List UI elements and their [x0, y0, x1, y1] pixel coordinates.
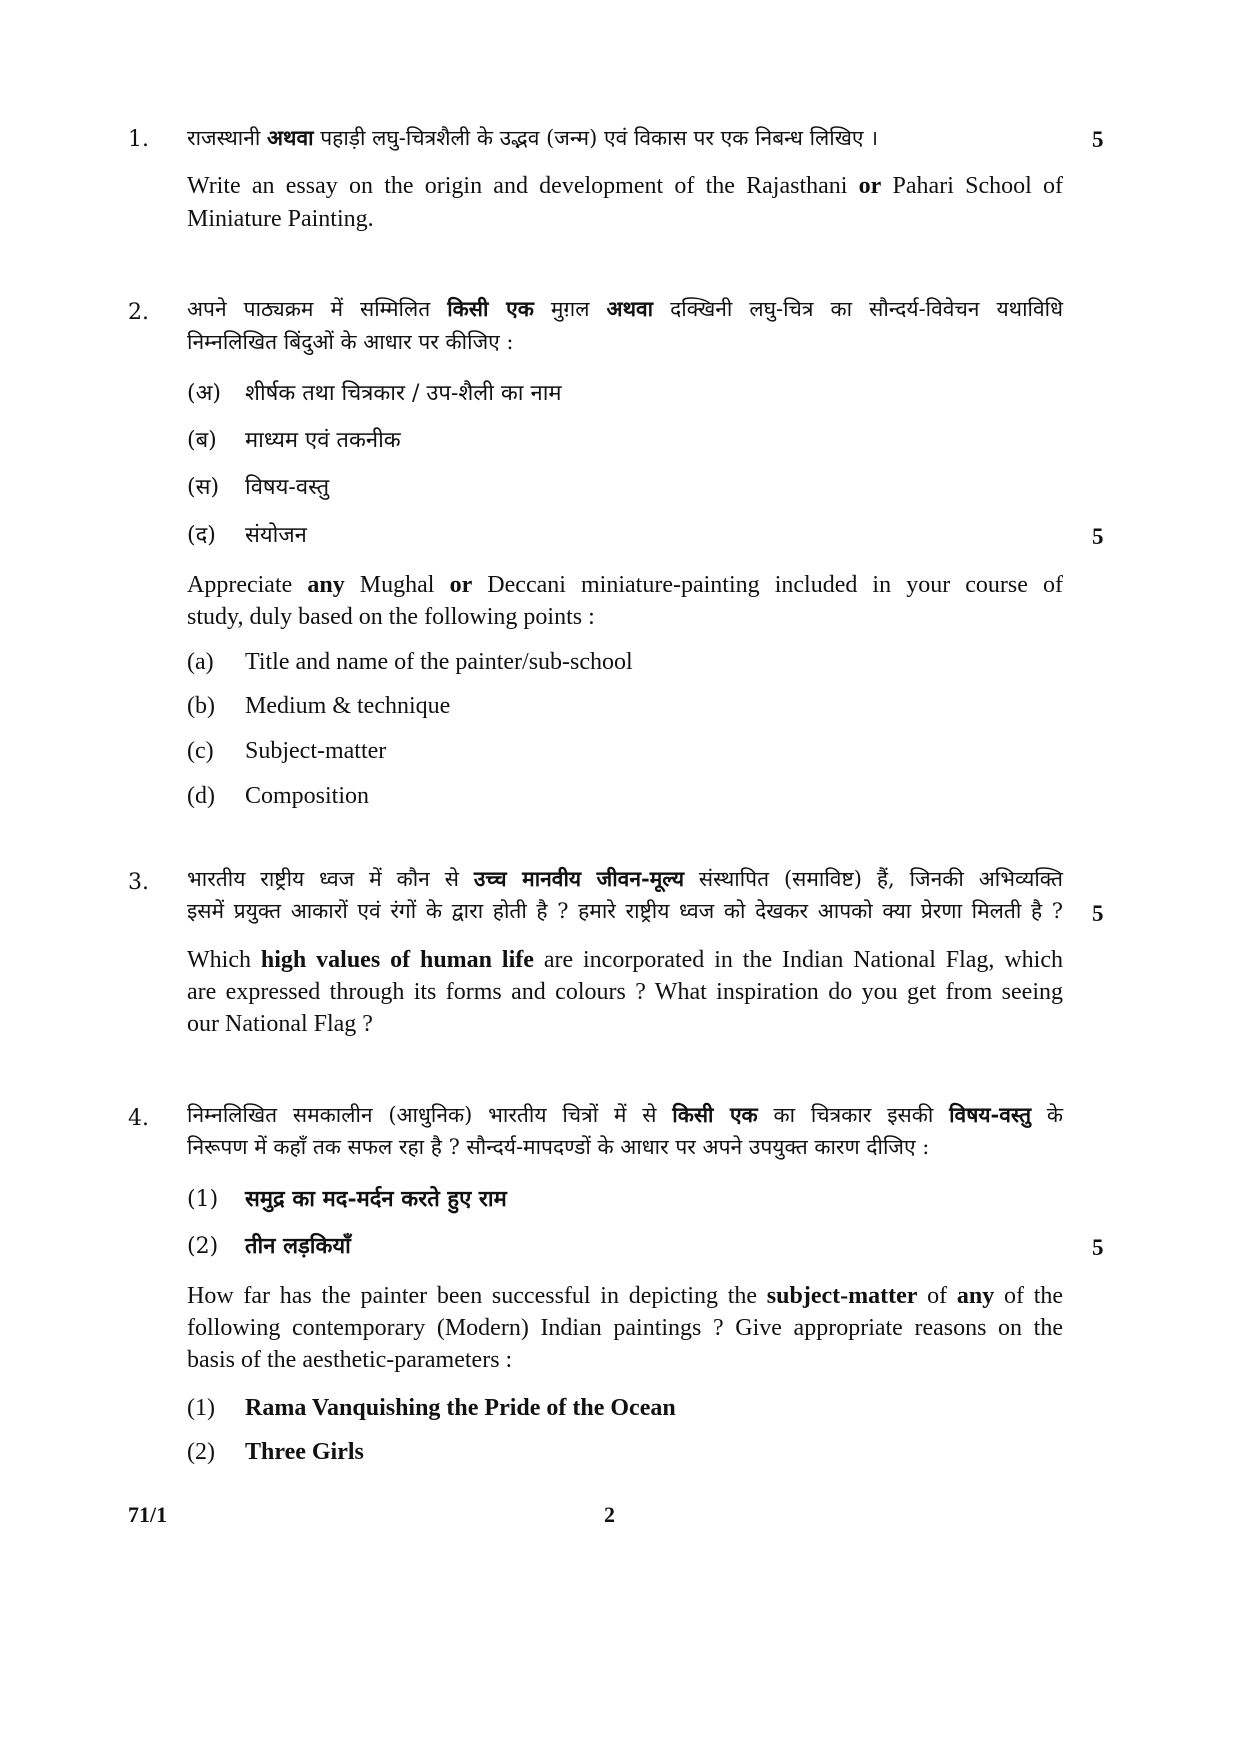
question-english-text: How far has the painter been successful in depicting the subject-matter of any of the: [187, 1283, 1064, 1309]
question-english-text: basis of the aesthetic-parameters :: [187, 1347, 513, 1373]
list-item: (ब) माध्यम एवं तकनीक: [187, 428, 401, 453]
list-item: (1) Rama Vanquishing the Pride of the Ocean: [187, 1395, 676, 1421]
list-item: (b) Medium & technique: [187, 693, 451, 719]
marks-label: 5: [1092, 524, 1104, 549]
list-item: (d) Composition: [187, 783, 370, 809]
list-item: (1) समुद्र का मद-मर्दन करते हुए राम: [187, 1186, 507, 1212]
question-hindi-text: निम्नलिखित बिंदुओं के आधार पर कीजिए :: [187, 330, 514, 354]
question-number: 1.: [128, 127, 149, 152]
page-number: 2: [604, 1502, 615, 1527]
question-hindi-text: इसमें प्रयुक्त आकारों एवं रंगों के द्वारा होती है ? हमारे राष्ट्रीय ध्वज को देखकर आपको क्या प्रेरणा मिलती है ?: [187, 899, 1063, 923]
question-hindi-text: भारतीय राष्ट्रीय ध्वज में कौन से उच्च मानवीय जीवन-मूल्य संस्थापित (समाविष्ट) हैं, जिनकी अभिव्यक्ति: [187, 866, 1063, 891]
marks-label: 5: [1092, 901, 1104, 926]
paper-code: 71/1: [128, 1502, 168, 1527]
question-hindi-text: अपने पाठ्यक्रम में सम्मिलित किसी एक मुग़ल अथवा दक्खिनी लघु-चित्र का सौन्दर्य-विवेचन यथाविधि: [187, 296, 1063, 321]
question-hindi-text: निम्नलिखित समकालीन (आधुनिक) भारतीय चित्रों में से किसी एक का चित्रकार इसकी विषय-वस्तु के: [187, 1102, 1063, 1127]
question-number: 2.: [128, 300, 149, 325]
question-english-text: our National Flag ?: [187, 1011, 373, 1037]
list-item: (2) Three Girls: [187, 1439, 364, 1465]
list-item: (द) संयोजन: [187, 523, 307, 548]
question-english-text: Appreciate any Mughal or Deccani miniature-painting included in your course of: [187, 572, 1063, 598]
question-english-text: following contemporary (Modern) Indian paintings ? Give appropriate reasons on the: [187, 1315, 1063, 1341]
list-item: (2) तीन लड़कियाँ: [187, 1233, 351, 1259]
question-english-text: study, duly based on the following points :: [187, 604, 595, 630]
question-english-text: are expressed through its forms and colours ? What inspiration do you get from seeing: [187, 979, 1063, 1005]
list-item: (अ) शीर्षक तथा चित्रकार / उप-शैली का नाम: [187, 381, 562, 406]
question-english-text: Miniature Painting.: [187, 206, 374, 232]
question-number: 3.: [128, 870, 149, 895]
list-item: (a) Title and name of the painter/sub-school: [187, 649, 633, 675]
question-number: 4.: [128, 1106, 149, 1131]
marks-label: 5: [1092, 1235, 1104, 1260]
question-english-text: Which high values of human life are incorporated in the Indian National Flag, which: [187, 947, 1063, 973]
question-english-text: Write an essay on the origin and development of the Rajasthani or Pahari School of: [187, 173, 1063, 199]
list-item: (c) Subject-matter: [187, 738, 387, 764]
question-hindi-text: निरूपण में कहाँ तक सफल रहा है ? सौन्दर्य-मापदण्डों के आधार पर अपने उपयुक्त कारण दीजिए :: [187, 1135, 930, 1159]
marks-label: 5: [1092, 127, 1104, 152]
list-item: (स) विषय-वस्तु: [187, 475, 330, 500]
question-hindi-text: राजस्थानी अथवा पहाड़ी लघु-चित्रशैली के उद्भव (जन्म) एवं विकास पर एक निबन्ध लिखिए ।: [187, 125, 879, 150]
